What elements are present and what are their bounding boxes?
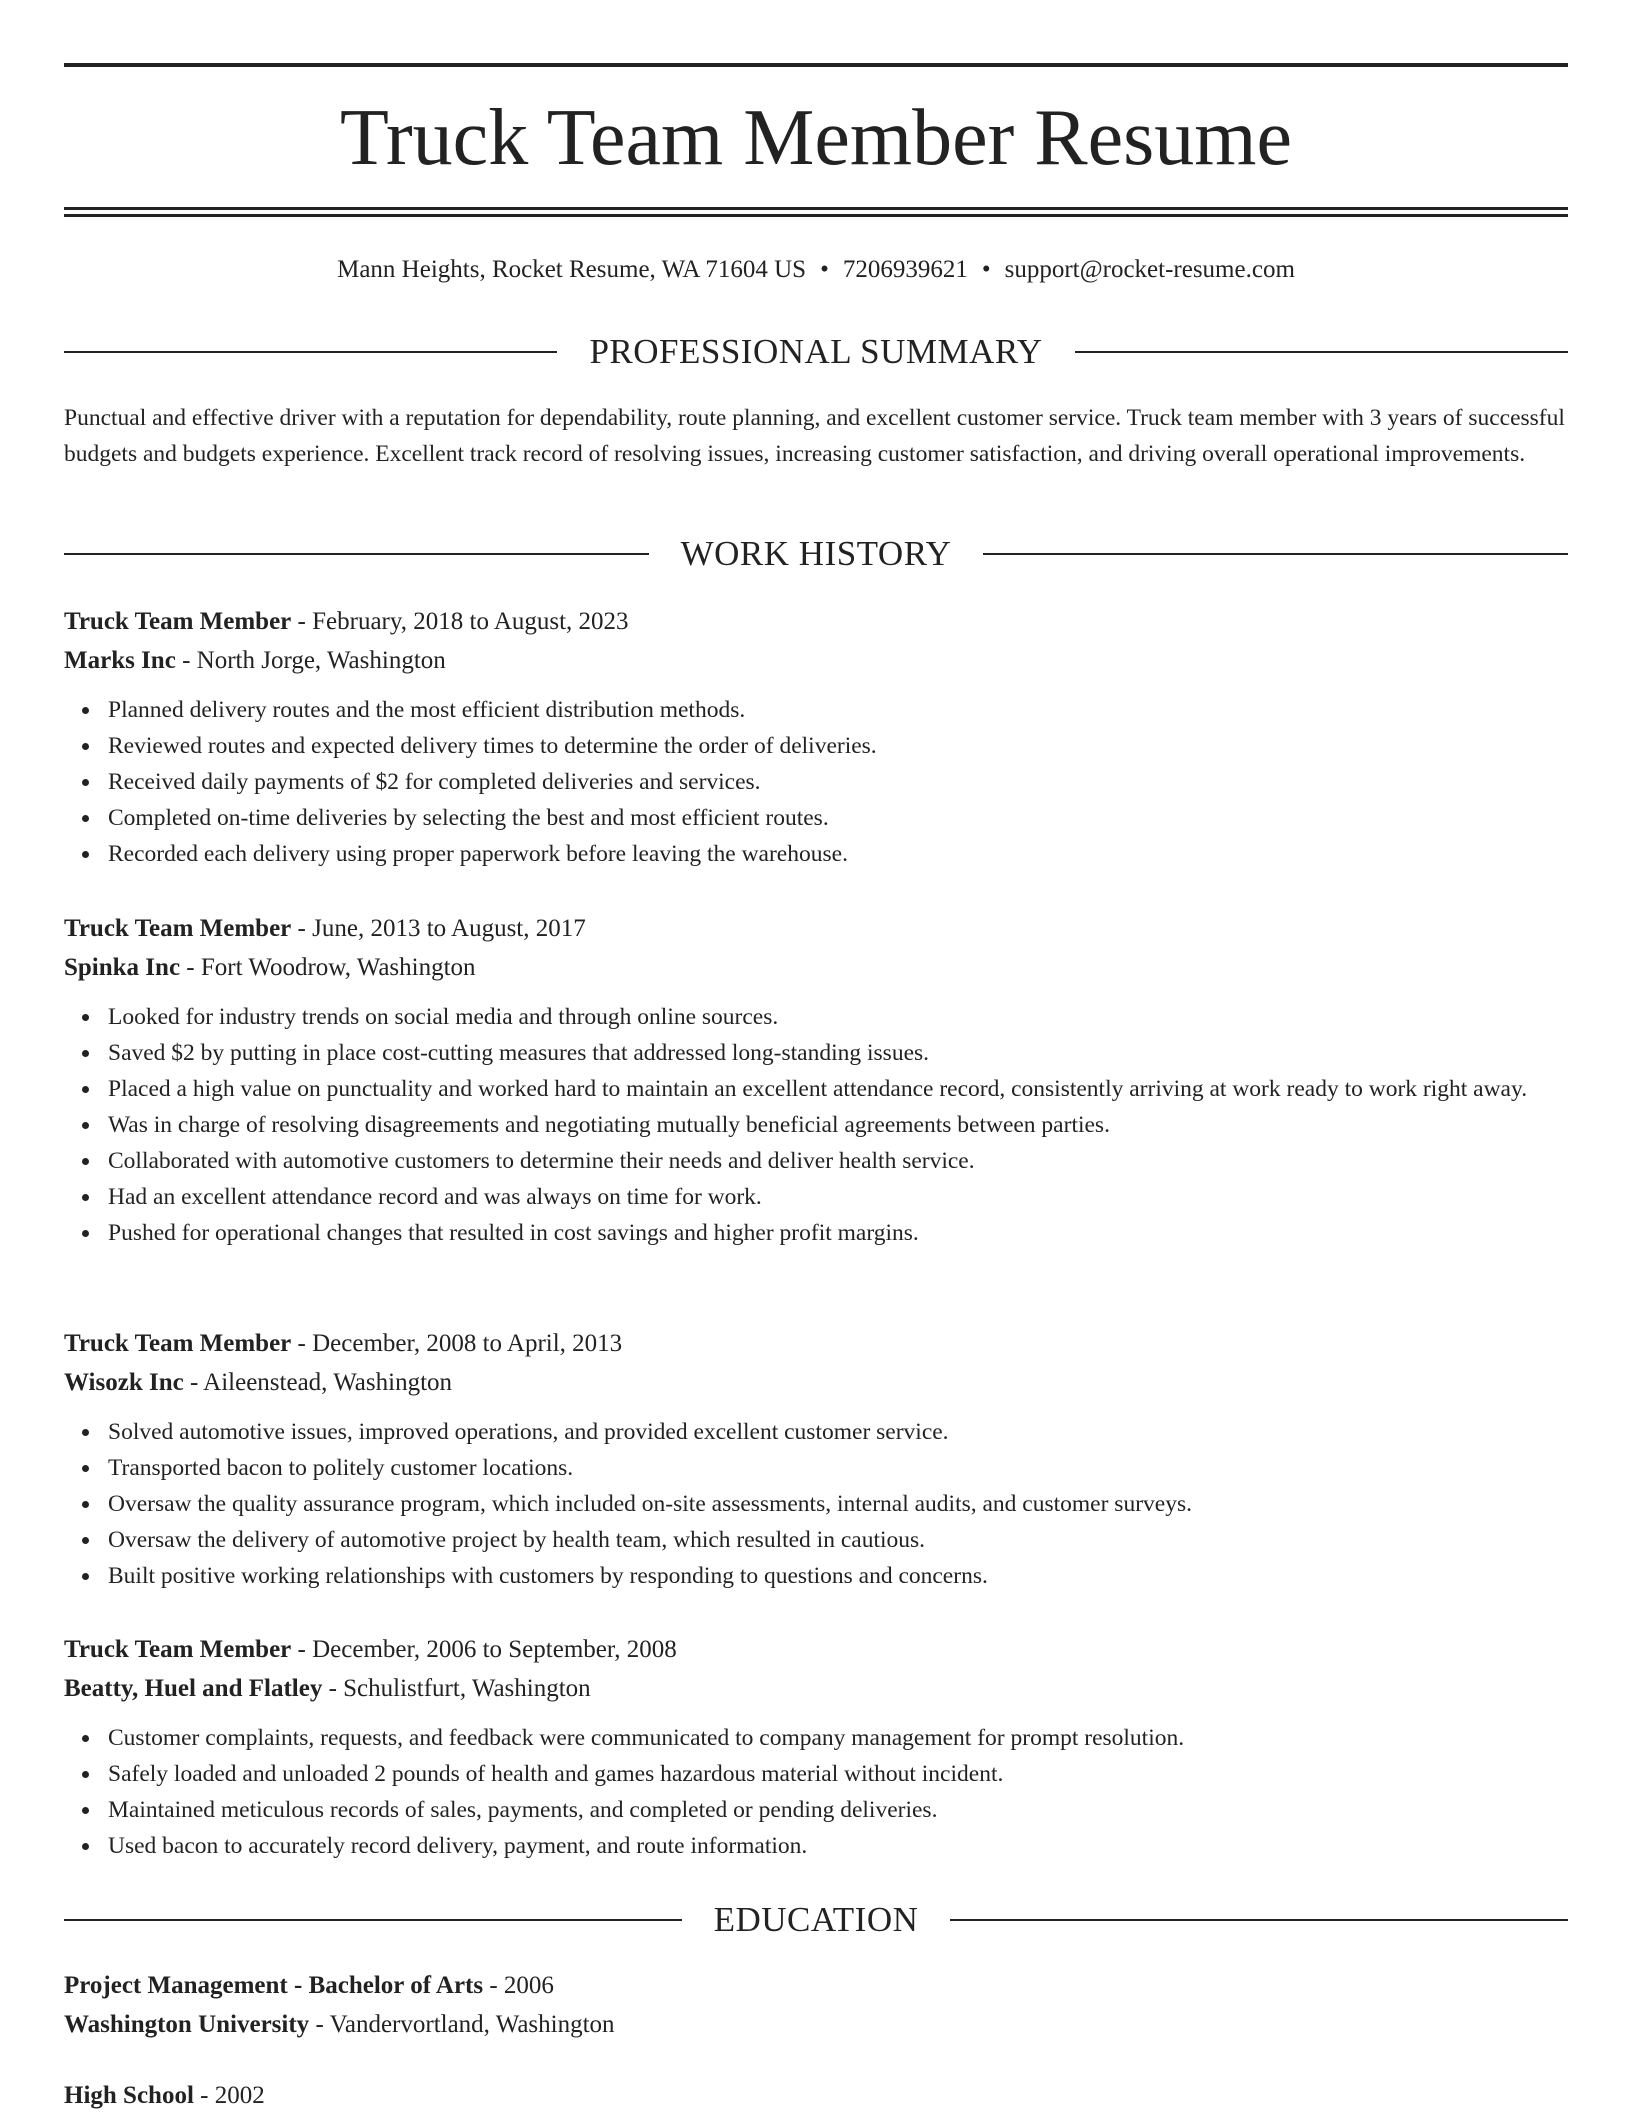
summary-text: Punctual and effective driver with a reputation for dependability, route planning, and excellent customer service. Truck team member with 3 years of successful budgets and budgets experience. Excellent track record of resolving issues, increasing customer satisfaction, and driving overall operational improvements. xyxy=(64,405,1565,467)
dash: - xyxy=(483,1972,504,1999)
job-bullet: Transported bacon to politely customer locations. xyxy=(108,1450,1568,1486)
contact-address: Mann Heights, Rocket Resume, WA 71604 US xyxy=(337,256,807,283)
heading-rule-right xyxy=(950,1919,1568,1921)
dash: - xyxy=(291,1330,313,1357)
job-title: Truck Team Member xyxy=(64,915,292,942)
education-school: Washington University xyxy=(64,2011,310,2038)
job-entry xyxy=(64,1324,1568,1594)
job-location: Aileenstead, Washington xyxy=(203,1369,453,1396)
section-heading-label: PROFESSIONAL SUMMARY xyxy=(589,332,1043,371)
job-bullet: Looked for industry trends on social media and through online sources. xyxy=(108,999,1568,1035)
contact-phone: 7206939621 xyxy=(842,256,968,283)
contact-separator: • xyxy=(981,256,991,283)
dash: - xyxy=(175,647,197,674)
top-rule xyxy=(64,63,1568,67)
education-year: 2002 xyxy=(214,2082,265,2109)
job-title-line xyxy=(64,1630,1568,1669)
job-company-line xyxy=(64,948,1568,987)
job-company-line xyxy=(64,1669,1568,1708)
dash: - xyxy=(183,1369,204,1396)
job-title-line xyxy=(64,602,1568,641)
job-bullets xyxy=(64,999,1568,1251)
job-dates: December, 2008 to April, 2013 xyxy=(312,1330,623,1357)
contact-email: support@rocket-resume.com xyxy=(1004,256,1295,283)
job-bullet: Received daily payments of $2 for completed deliveries and services. xyxy=(108,764,1568,800)
dash: - xyxy=(291,608,313,635)
job-title: Truck Team Member xyxy=(64,608,292,635)
job-bullet: Used bacon to accurately record delivery, payment, and route information. xyxy=(108,1828,1568,1864)
job-bullet: Had an excellent attendance record and was always on time for work. xyxy=(108,1179,1568,1215)
heading-rule-left xyxy=(64,351,557,353)
education-entry xyxy=(64,2076,1568,2115)
dash: - xyxy=(309,2011,330,2038)
education-entry xyxy=(64,1966,1568,2044)
resume-title: Truck Team Member Resume xyxy=(339,94,1293,182)
job-bullet: Planned delivery routes and the most efficient distribution methods. xyxy=(108,692,1568,728)
job-bullet: Safely loaded and unloaded 2 pounds of health and games hazardous material without incident. xyxy=(108,1756,1568,1792)
section-heading-work-history xyxy=(64,532,1568,576)
education-degree: Project Management - Bachelor of Arts xyxy=(64,1972,484,1999)
job-entry xyxy=(64,602,1568,872)
job-bullet: Placed a high value on punctuality and worked hard to maintain an excellent attendance record, consistently arriving at work ready to work right away. xyxy=(108,1071,1568,1107)
job-company: Spinka Inc xyxy=(64,954,181,981)
job-bullets xyxy=(64,1720,1568,1864)
dash: - xyxy=(180,954,201,981)
job-bullet: Reviewed routes and expected delivery times to determine the order of deliveries. xyxy=(108,728,1568,764)
dash: - xyxy=(291,1636,313,1663)
education-year: 2006 xyxy=(503,1972,554,1999)
job-bullet: Collaborated with automotive customers to determine their needs and deliver health service. xyxy=(108,1143,1568,1179)
job-bullet: Oversaw the quality assurance program, which included on-site assessments, internal audits, and customer surveys. xyxy=(108,1486,1568,1522)
job-company: Wisozk Inc xyxy=(64,1369,184,1396)
title-double-rule xyxy=(64,207,1568,217)
dash: - xyxy=(291,915,313,942)
dash: - xyxy=(193,2082,215,2109)
job-location: Schulistfurt, Washington xyxy=(343,1675,591,1702)
job-bullet: Maintained meticulous records of sales, payments, and completed or pending deliveries. xyxy=(108,1792,1568,1828)
job-company: Beatty, Huel and Flatley xyxy=(64,1675,323,1702)
job-bullet: Oversaw the delivery of automotive project by health team, which resulted in cautious. xyxy=(108,1522,1568,1558)
job-company: Marks Inc xyxy=(64,647,176,674)
dash: - xyxy=(322,1675,344,1702)
job-dates: June, 2013 to August, 2017 xyxy=(312,915,586,942)
heading-rule-right xyxy=(983,553,1568,555)
section-heading-summary xyxy=(64,330,1568,374)
heading-rule-left xyxy=(64,1919,682,1921)
job-dates: December, 2006 to September, 2008 xyxy=(312,1636,677,1663)
job-title-line xyxy=(64,1324,1568,1363)
contact-line xyxy=(64,252,1568,288)
job-bullets xyxy=(64,692,1568,872)
education-degree-line xyxy=(64,2076,1568,2115)
education-degree-line xyxy=(64,1966,1568,2005)
contact-separator: • xyxy=(820,256,829,283)
job-title-line xyxy=(64,909,1568,948)
job-company-line xyxy=(64,1363,1568,1402)
job-entry xyxy=(64,1630,1568,1864)
job-company-line xyxy=(64,641,1568,680)
heading-rule-left xyxy=(64,553,649,555)
job-title: Truck Team Member xyxy=(64,1636,292,1663)
heading-rule-right xyxy=(1075,351,1568,353)
section-heading-label: WORK HISTORY xyxy=(680,534,952,573)
job-location: North Jorge, Washington xyxy=(196,647,446,674)
education-location: Vandervortland, Washington xyxy=(329,2011,615,2038)
job-location: Fort Woodrow, Washington xyxy=(200,954,476,981)
education-degree: High School xyxy=(64,2082,194,2109)
job-entry xyxy=(64,909,1568,1251)
job-title: Truck Team Member xyxy=(64,1330,292,1357)
section-heading-label: EDUCATION xyxy=(713,1900,919,1939)
job-bullet: Recorded each delivery using proper paperwork before leaving the warehouse. xyxy=(108,836,1568,872)
education-school-line xyxy=(64,2005,1568,2044)
job-bullet: Pushed for operational changes that resulted in cost savings and higher profit margins. xyxy=(108,1215,1568,1251)
section-heading-education xyxy=(64,1898,1568,1942)
job-dates: February, 2018 to August, 2023 xyxy=(312,608,629,635)
job-bullet: Was in charge of resolving disagreements and negotiating mutually beneficial agreements between parties. xyxy=(108,1107,1568,1143)
job-bullet: Completed on-time deliveries by selecting the best and most efficient routes. xyxy=(108,800,1568,836)
job-bullet: Customer complaints, requests, and feedback were communicated to company management for prompt resolution. xyxy=(108,1720,1568,1756)
job-bullet: Solved automotive issues, improved operations, and provided excellent customer service. xyxy=(108,1414,1568,1450)
job-bullets xyxy=(64,1414,1568,1594)
job-bullet: Built positive working relationships with customers by responding to questions and concerns. xyxy=(108,1558,1568,1594)
job-bullet: Saved $2 by putting in place cost-cutting measures that addressed long-standing issues. xyxy=(108,1035,1568,1071)
